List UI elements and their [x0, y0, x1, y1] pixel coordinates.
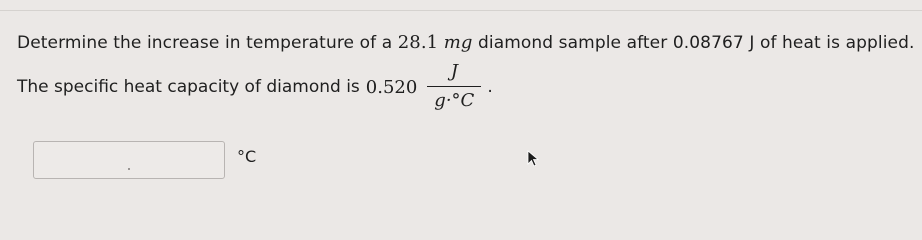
mouse-pointer-icon	[527, 150, 541, 168]
question-line-1	[17, 33, 914, 53]
heat-value: 0.08767	[672, 33, 744, 53]
top-divider	[0, 10, 922, 11]
specific-heat-label: The specific heat capacity of diamond is	[17, 77, 360, 97]
question-middle: diamond sample after	[472, 33, 673, 53]
specific-heat-unit-fraction	[427, 61, 481, 114]
question-prefix: Determine the increase in temperature of a	[17, 33, 398, 53]
specific-heat-value: 0.520	[365, 76, 418, 98]
answer-unit-label: °C	[237, 147, 257, 166]
question-suffix: of heat is applied.	[754, 33, 915, 53]
fraction-denominator: g·°C	[434, 90, 475, 112]
mass-value: 28.1	[397, 32, 439, 53]
question-line-2	[17, 57, 493, 117]
answer-input[interactable]	[33, 141, 225, 179]
mass-unit: mg	[443, 32, 473, 53]
sentence-period: .	[487, 77, 493, 97]
input-cursor-mark	[128, 168, 130, 170]
fraction-numerator: J	[450, 60, 458, 82]
heat-unit: J	[749, 33, 755, 53]
